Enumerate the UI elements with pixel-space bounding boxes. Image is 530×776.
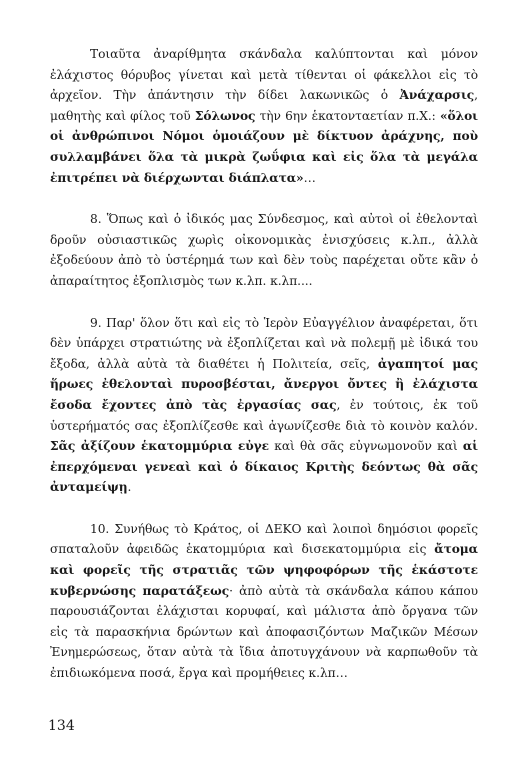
text-segment: 8. Ὅπως καὶ ὁ ἰδικός μας Σύνδεσμος, καὶ αὐτοὶ οἱ ἐθελονταὶ δροῦν οὐσιαστικῶς χωρὶς οἰκονομικὰς ἐνισχύσεις κ.λπ., ἀλλὰ ἐξοδεύουν ἀπὸ τὸ ὑστέρημά των καὶ δὲν τοὺς παρέχεται οὔτε κἂν ὁ ἀπαραίτητος ἐξοπλισμὸς των κ.λπ. κ.λπ.... xyxy=(50,212,478,288)
text-segment: . xyxy=(127,480,132,495)
bold-segment: ἄτομα καὶ φορεῖς τῆς στρατιᾶς τῶν ψηφοφόρων τῆς ἑκάστοτε κυβερνώσης παρατάξεως xyxy=(50,542,478,598)
text-segment: καὶ θὰ σᾶς εὐγνωμονοῦν καὶ xyxy=(269,439,463,454)
text-segment: 9. Παρ' ὅλον ὅτι καὶ εἰς τὸ Ἱερὸν Εὐαγγέλιον ἀναφέρεται, ὅτι δὲν ὑπάρχει στρατιώτης νὰ ἐξοπλίζεται καὶ νὰ πολεμῇ μὲ ἰδικά του ἔξοδα, ἀλλὰ αὐτὰ τὰ διαθέτει ἡ Πολιτεία, σεῖς, xyxy=(50,315,478,371)
text-segment: … xyxy=(303,170,316,185)
paragraph-8 xyxy=(50,209,478,291)
paragraph-anacharsis xyxy=(50,44,478,188)
text-segment: , μαθητὴς καὶ φίλος τοῦ xyxy=(50,88,478,123)
text-segment: · ἀπὸ αὐτὰ τὰ σκάνδαλα κάπου κάπου παρουσιάζονται ἐλάχισται κορυφαί, καὶ μάλιστα ἀπὸ ὄργανα τῶν εἰς τὰ παρασκήνια δρώντων καὶ ἀποφασιζόντων Μαζικῶν Μέσων Ἐνημερώσεως, ὅταν αὐτὰ τὰ ἴδια ἀποτυγχάνουν νὰ καρπωθοῦν τὰ ἐπιδιωκόμενα ποσά, ἔργα καὶ προμήθειες κ.λπ… xyxy=(50,583,478,681)
bold-segment: Ἀνάχαρσις xyxy=(399,88,475,103)
text-segment: Τοιαῦτα ἀναρίθμητα σκάνδαλα καλύπτονται καὶ μόνον ἐλάχιστος θόρυβος γίνεται καὶ μετὰ τίθενται οἱ φάκελλοι εἰς τὸ ἀρχεῖον. Τὴν ἀπάντησιν τὴν δίδει λακωνικῶς ὁ xyxy=(50,47,478,103)
text-segment: 10. Συνήθως τὸ Κράτος, οἱ ΔΕΚΟ καὶ λοιποὶ δημόσιοι φορεῖς σπαταλοῦν ἀφειδῶς ἑκατομμύρια καὶ δισεκατομμύρια εἰς xyxy=(50,521,478,557)
text-segment: τὴν 6ην ἑκατονταετίαν π.Χ.: xyxy=(255,108,440,123)
bold-segment: Σόλωνος xyxy=(194,108,256,123)
paragraph-10 xyxy=(50,519,478,684)
bold-segment: ἀγαπητοί μας ἥρωες ἐθελονταὶ πυροσβέσται, ἄνεργοι ὄντες ἢ ἐλάχιστα ἔσοδα ἔχοντες ἀπὸ τὰς ἐργασίας σας xyxy=(50,356,478,412)
bold-segment: Σᾶς ἀξίζουν ἑκατομμύρια εὐγε xyxy=(50,439,270,454)
page-number: 134 xyxy=(48,718,75,734)
text-segment: , ἐν τούτοις, ἐκ τοῦ ὑστερήματός σας ἐξοπλίζεσθε καὶ ἀγωνίζεσθε διὰ τὸ κοινὸν καλόν. xyxy=(50,397,479,433)
bold-segment: «ὅλοι οἱ ἀνθρώπινοι Νόμοι ὁμοιάζουν μὲ δίκτυον ἀράχνης, ποὺ συλλαμβάνει ὅλα τὰ μικρὰ ζωΰφια καὶ εἰς ὅλα τὰ μεγάλα ἐπιτρέπει νὰ διέρχωνται διάπλατα» xyxy=(50,108,479,185)
paragraph-9 xyxy=(50,313,478,498)
bold-segment: αἱ ἐπερχόμεναι γενεαὶ καὶ ὁ δίκαιος Κριτὴς δεόντως θὰ σᾶς ἀνταμείψῃ xyxy=(50,439,478,495)
